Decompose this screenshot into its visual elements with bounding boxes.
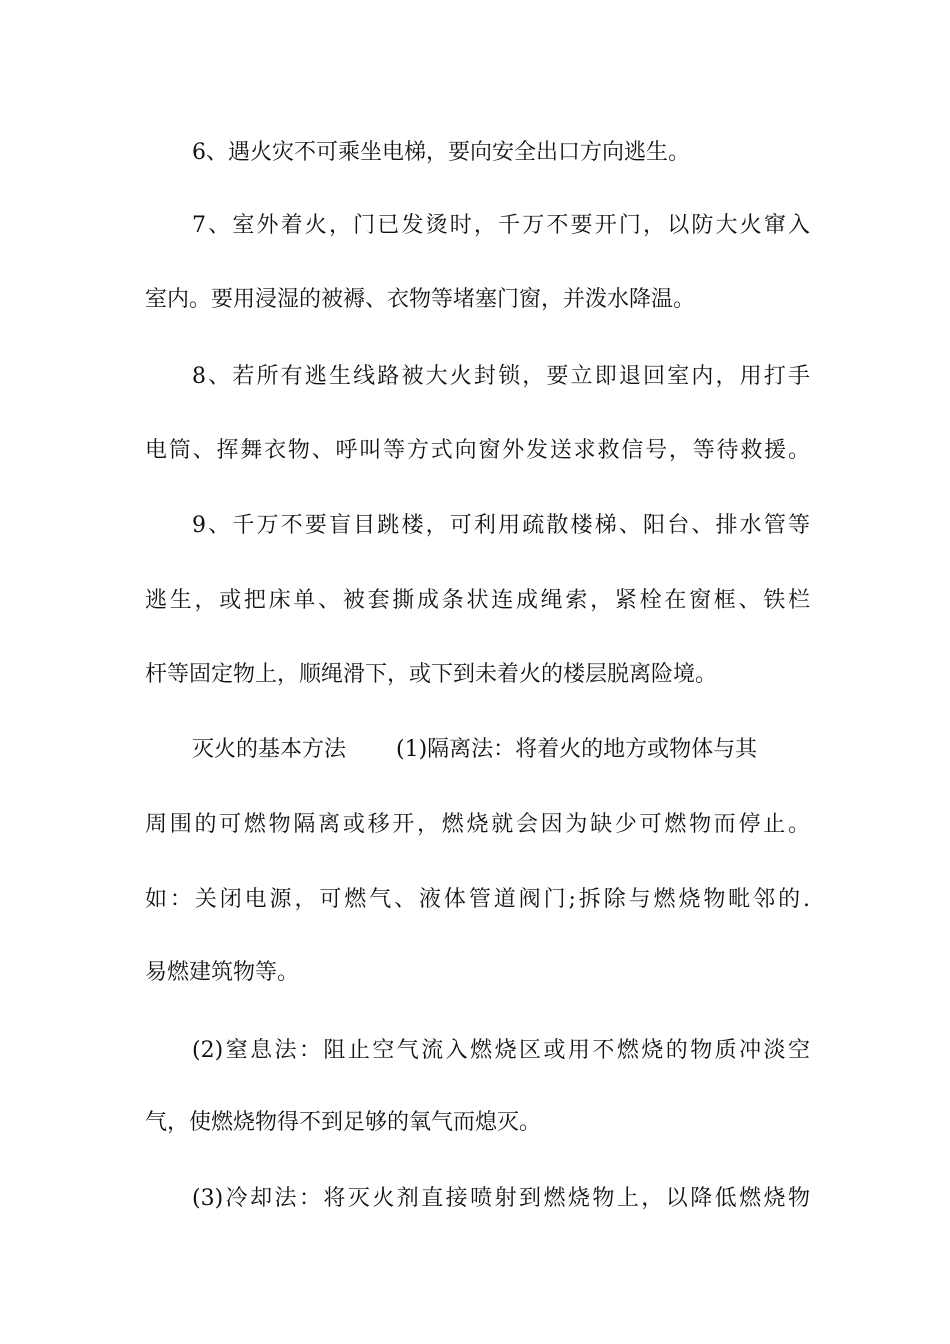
text-line-12: 易燃建筑物等。 [145,960,300,985]
text-line-13: (2)窒息法：阻止空气流入燃烧区或用不燃烧的物质冲淡空 [192,1038,810,1063]
text-line-7: 逃生，或把床单、被套撕成条状连成绳索，紧栓在窗框、铁栏 [145,588,810,613]
text-line-1: 6、遇火灾不可乘坐电梯，要向安全出口方向逃生。 [192,140,690,165]
text-line-10: 周围的可燃物隔离或移开，燃烧就会因为缺少可燃物而停止。 [145,812,810,837]
section-heading: 灭火的基本方法 [192,737,347,762]
text-line-9 [145,735,810,765]
text-line-4: 8、若所有逃生线路被大火封锁，要立即退回室内，用打手 [192,364,810,389]
text-line-5: 电筒、挥舞衣物、呼叫等方式向窗外发送求救信号，等待救援。 [145,438,810,463]
isolation-method-start: (1)隔离法：将着火的地方或物体与其 [396,737,758,762]
text-line-15: (3)冷却法：将灭火剂直接喷射到燃烧物上，以降低燃烧物 [192,1186,810,1211]
text-line-14: 气，使燃烧物得不到足够的氧气而熄灭。 [145,1110,542,1135]
text-line-11: 如：关闭电源，可燃气、液体管道阀门;拆除与燃烧物毗邻的. [145,887,810,912]
text-line-8: 杆等固定物上，顺绳滑下，或下到未着火的楼层脱离险境。 [145,662,718,687]
text-line-2: 7、室外着火，门已发烫时，千万不要开门，以防大火窜入 [192,213,810,238]
text-line-6: 9、千万不要盲目跳楼，可利用疏散楼梯、阳台、排水管等 [192,513,810,538]
text-line-3: 室内。要用浸湿的被褥、衣物等堵塞门窗，并泼水降温。 [145,287,696,312]
